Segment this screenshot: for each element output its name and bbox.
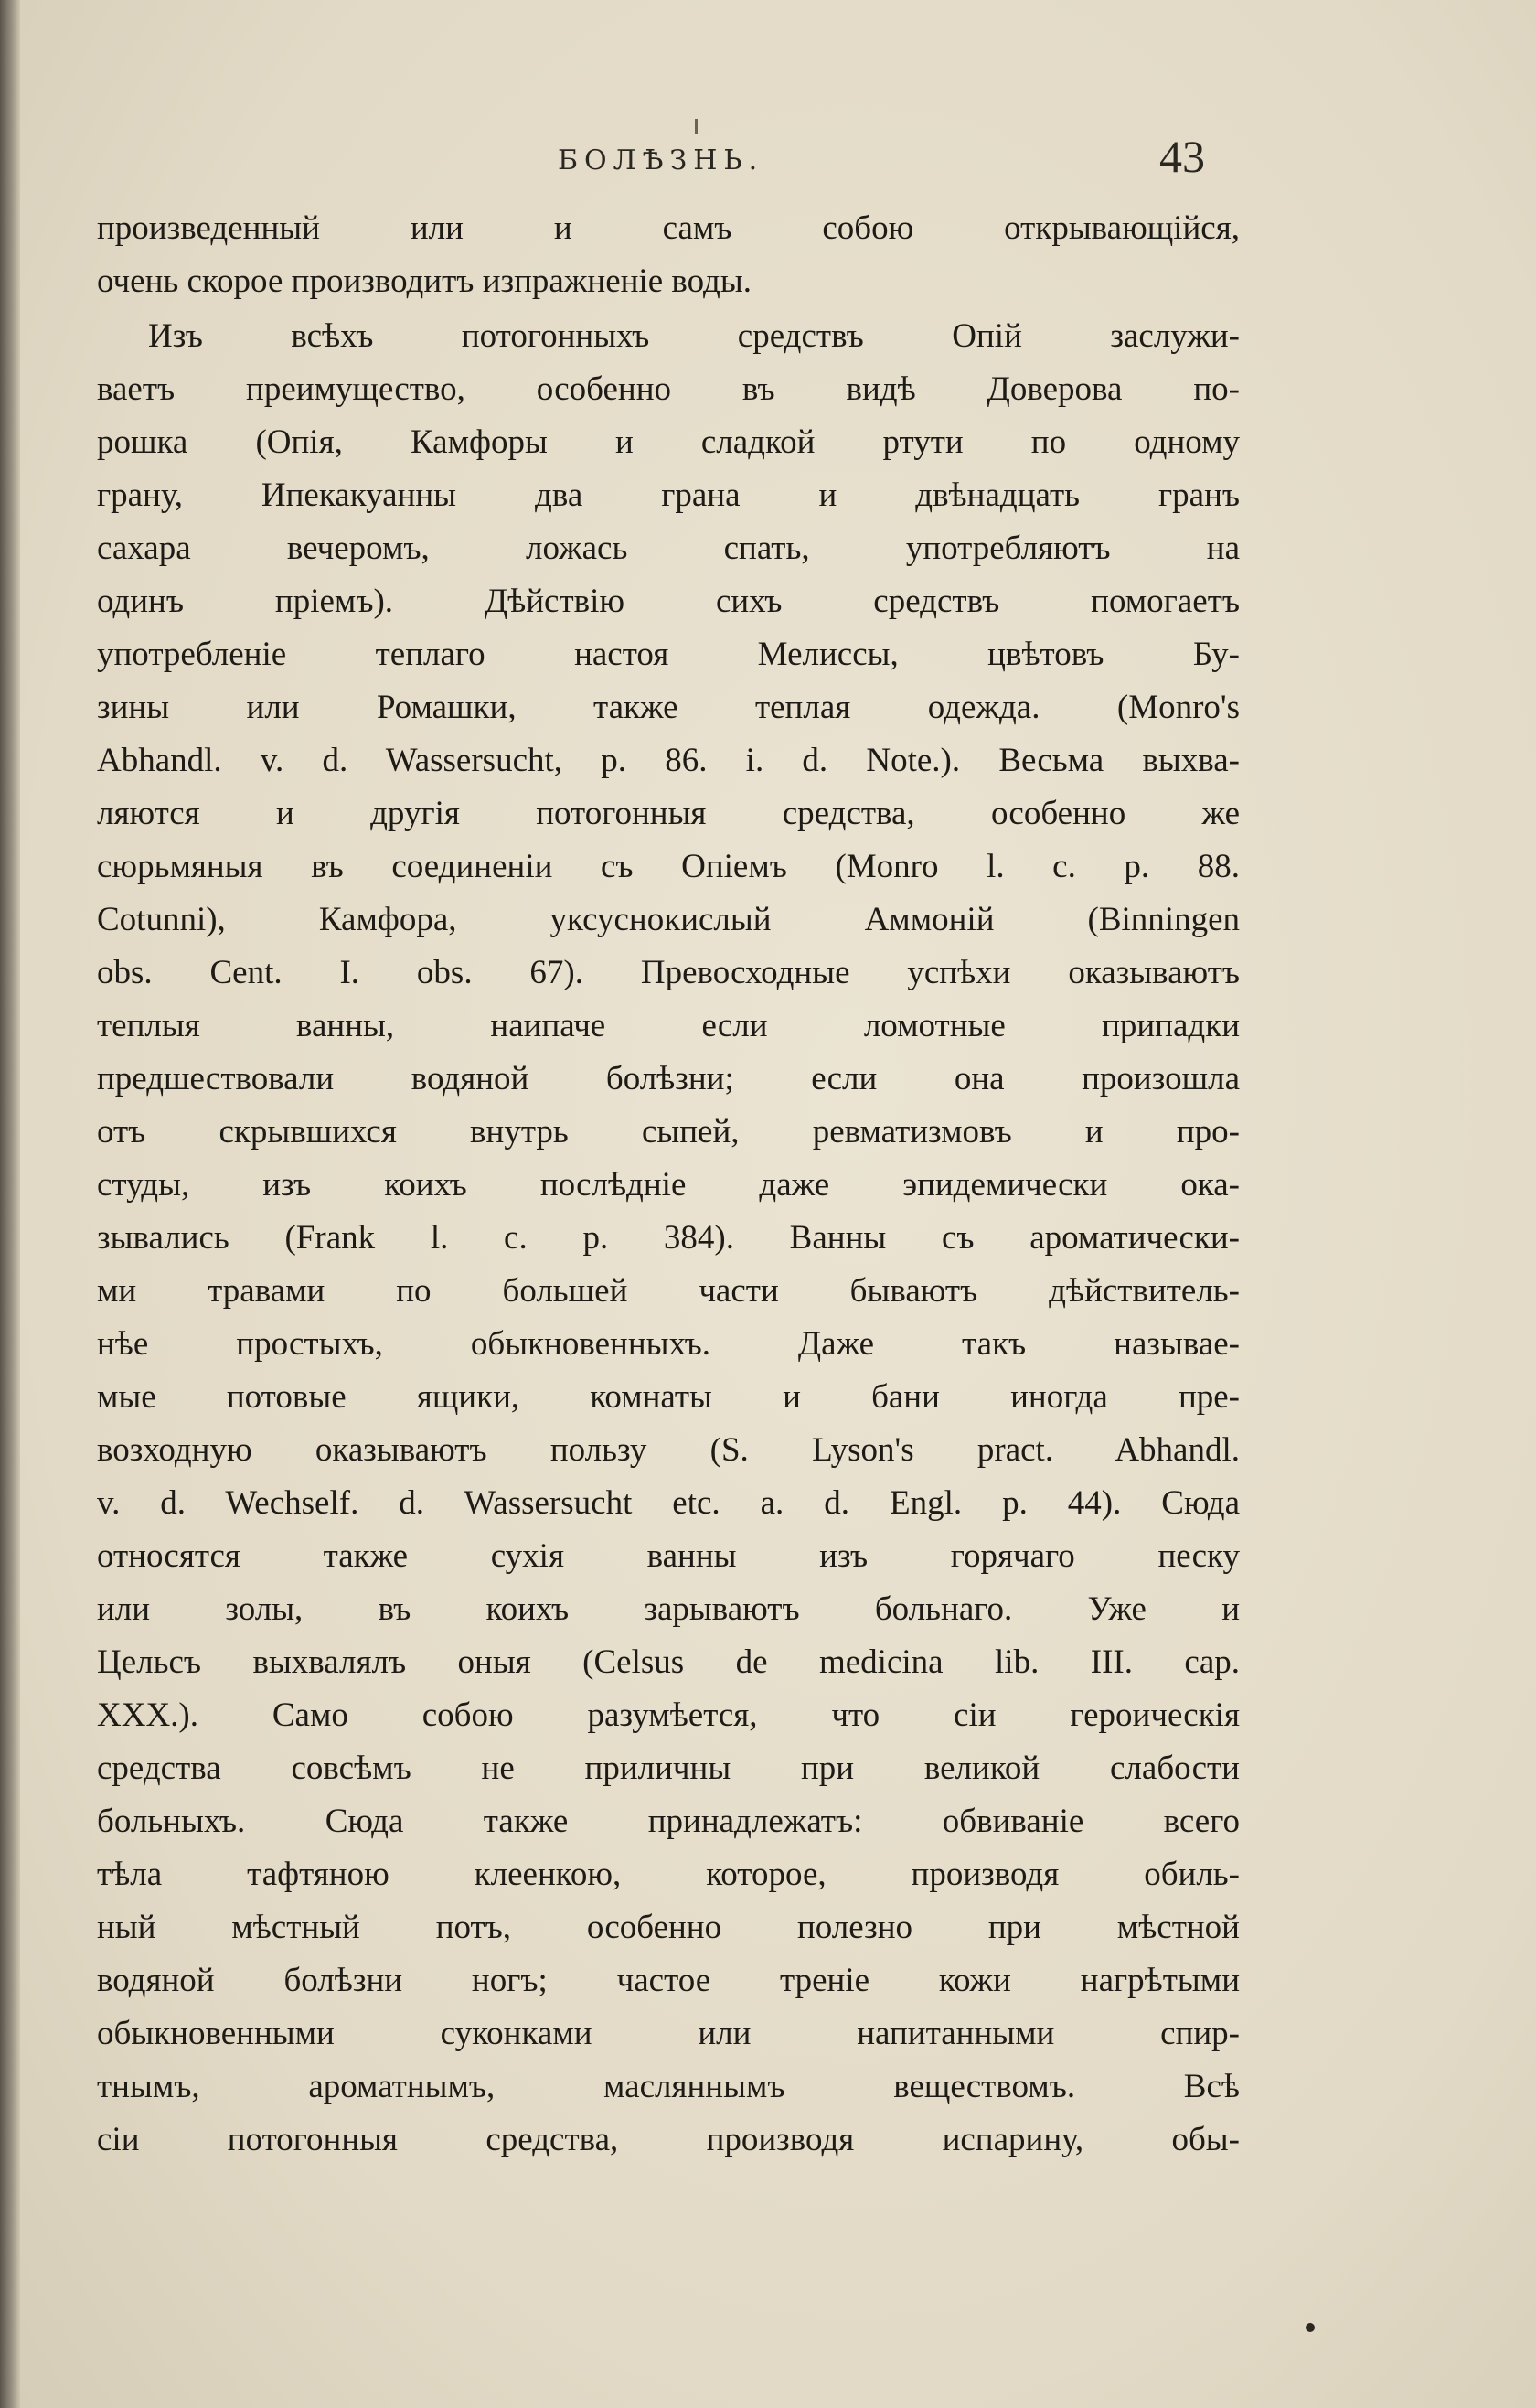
text-line: грану, Ипекакуанны два грана и двѣнадцать гранъ [97,476,1240,514]
text-line: одинъ пріемъ). Дѣйствію сихъ средствъ помогаетъ [97,583,1240,620]
scan-binding-edge [0,0,20,2408]
text-line: употребленіе теплаго настоя Мелиссы, цвѣтовъ Бу- [97,636,1240,673]
text-line: obs. Cent. I. obs. 67). Превосходные успѣхи оказываютъ [97,954,1240,991]
running-title: БОЛѢЗНЬ. [558,144,764,177]
text-line: ваетъ преимущество, особенно въ видѣ Доверова по- [97,370,1240,408]
text-line: Изъ всѣхъ потогонныхъ средствъ Опій заслужи- [148,317,1240,355]
text-line: или золы, въ коихъ зарываютъ больнаго. Уже и [97,1590,1240,1628]
text-line: Abhandl. v. d. Wassersucht, p. 86. i. d. Note.). Весьма выхва- [97,742,1240,779]
text-line: тнымъ, ароматнымъ, масляннымъ веществомъ. Всѣ [97,2068,1240,2105]
text-line: обыкновенными суконками или напитанными спир- [97,2015,1240,2052]
text-line: Cotunni), Камфора, уксуснокислый Аммоній (Binningen [97,901,1240,938]
text-line: средства совсѣмъ не приличны при великой слабости [97,1750,1240,1787]
text-line: сіи потогонныя средства, производя испарину, обы- [97,2121,1240,2158]
text-line: отъ скрывшихся внутрь сыпей, ревматизмовъ и про- [97,1113,1240,1150]
text-line: сахара вечеромъ, ложась спать, употребляютъ на [97,530,1240,567]
text-line: ный мѣстный потъ, особенно полезно при мѣстной [97,1909,1240,1946]
text-line: теплыя ванны, наипаче если ломотные припадки [97,1007,1240,1044]
text-line: возходную оказываютъ пользу (S. Lyson's pract. Abhandl. [97,1431,1240,1469]
text-line: ми травами по большей части бываютъ дѣйствитель- [97,1272,1240,1310]
body-text [97,201,1240,2158]
text-line: зины или Ромашки, также теплая одежда. (Monro's [97,689,1240,726]
running-head [0,131,1536,192]
text-line: рошка (Опія, Камфоры и сладкой ртути по одному [97,423,1240,461]
text-line: ляются и другія потогонныя средства, особенно же [97,795,1240,832]
text-line: очень скорое производитъ изпражненіе воды. [97,262,752,300]
text-line: студы, изъ коихъ послѣдніе даже эпидемически ока- [97,1166,1240,1204]
text-line: больныхъ. Сюда также принадлежатъ: обвиваніе всего [97,1803,1240,1840]
text-line: предшествовали водяной болѣзни; если она произошла [97,1060,1240,1097]
text-line: произведенный или и самъ собою открывающійся, [97,209,1240,247]
text-line: v. d. Wechself. d. Wassersucht etc. a. d. Engl. p. 44). Сюда [97,1484,1240,1522]
text-line: Цельсъ выхвалялъ оныя (Celsus de medicina lib. III. cap. [97,1643,1240,1681]
text-line: XXX.). Само собою разумѣется, что сіи героическія [97,1696,1240,1734]
print-speck [695,119,698,134]
text-line: сюрьмяныя въ соединеніи съ Опіемъ (Monro l. c. p. 88. [97,848,1240,885]
text-line: водяной болѣзни ногъ; частое треніе кожи нагрѣтыми [97,1962,1240,1999]
page-number: 43 [1159,131,1205,182]
text-line: относятся также сухія ванны изъ горячаго песку [97,1537,1240,1575]
print-speck [1306,2323,1315,2332]
text-line: нѣе простыхъ, обыкновенныхъ. Даже такъ называе- [97,1325,1240,1363]
text-line: мые потовые ящики, комнаты и бани иногда пре- [97,1378,1240,1416]
text-line: зывались (Frank l. c. p. 384). Ванны съ ароматически- [97,1219,1240,1257]
text-line: тѣла тафтяною клеенкою, которое, производя обиль- [97,1856,1240,1893]
